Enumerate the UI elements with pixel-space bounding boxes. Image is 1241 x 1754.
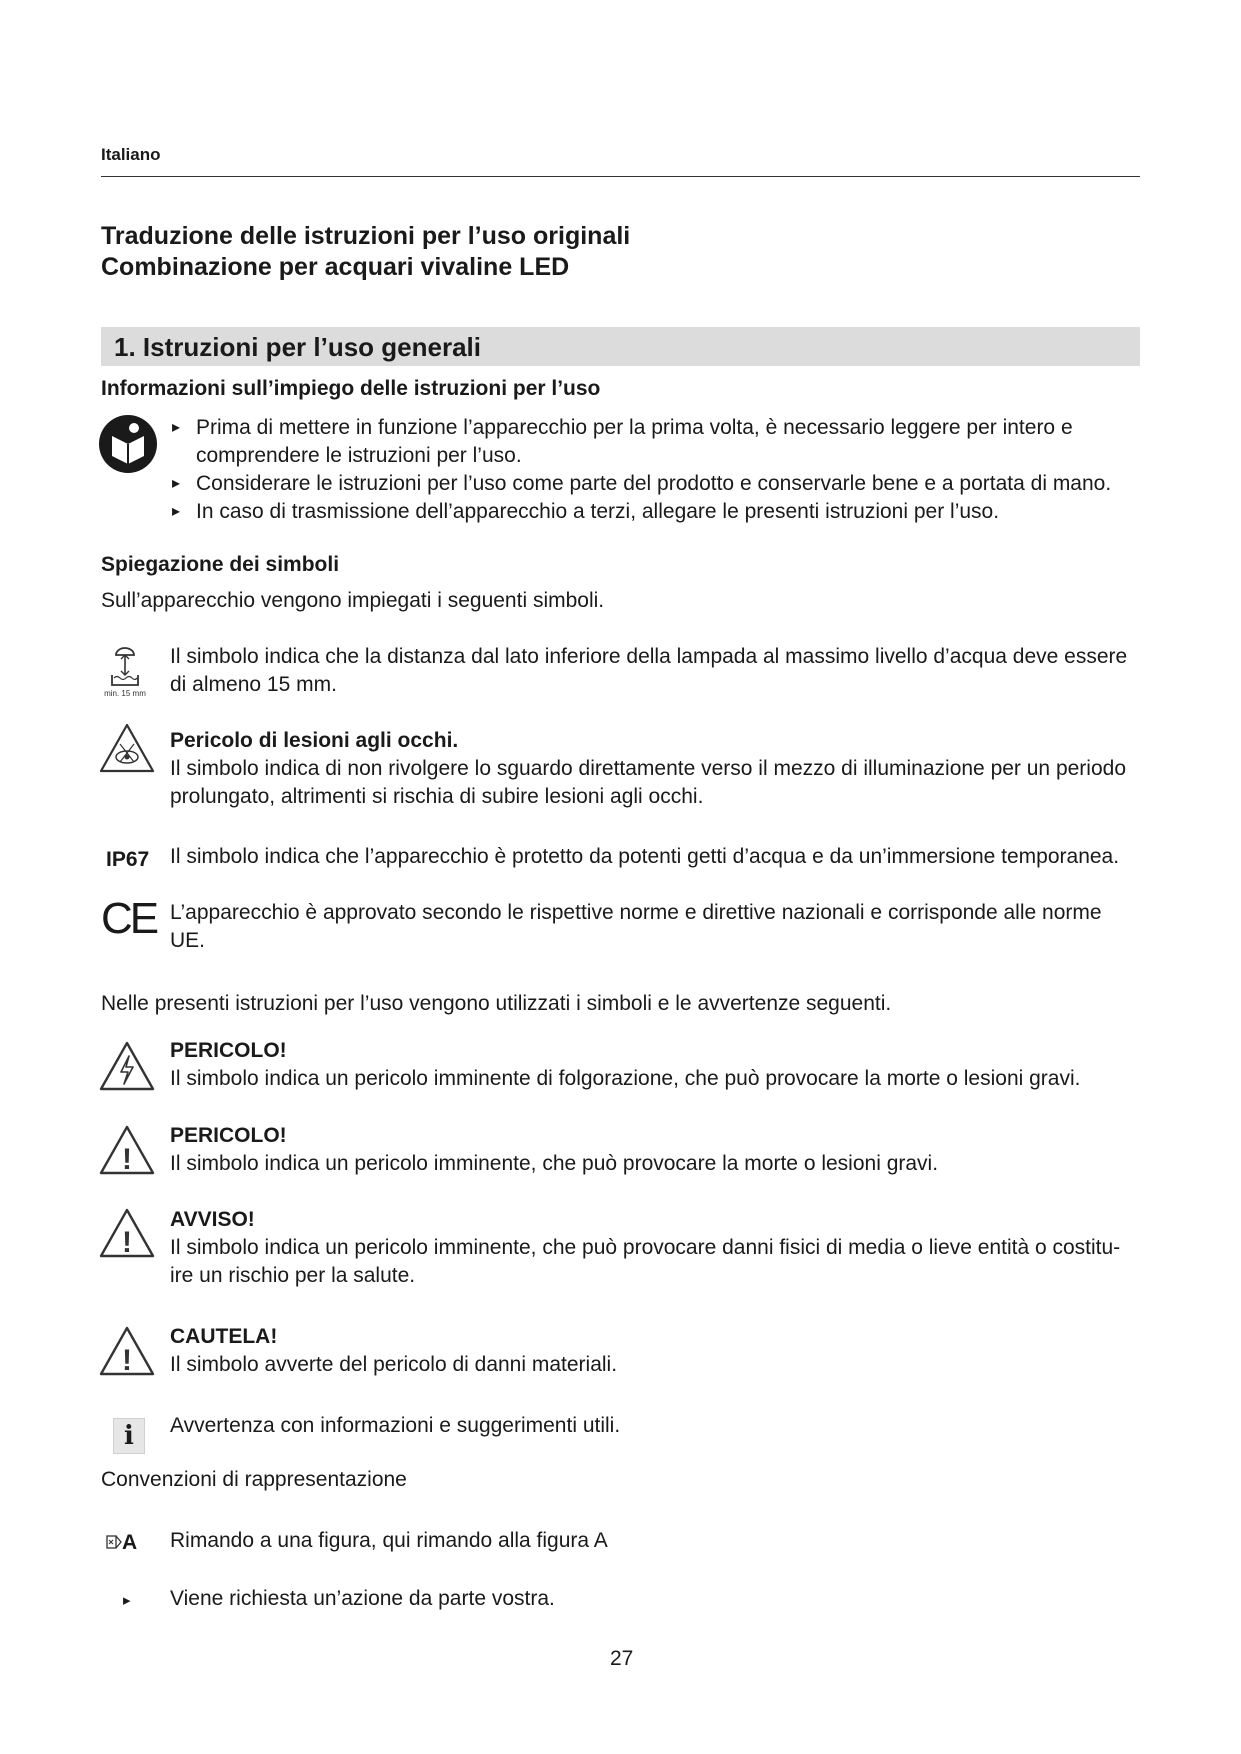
ip67-label: IP67: [106, 848, 150, 871]
warning-block: [170, 1323, 1142, 1379]
warning-title: CAUTELA!: [170, 1325, 278, 1348]
svg-text:!: !: [122, 1344, 132, 1377]
title-line-1: Traduzione delle istruzioni per l’uso originali: [101, 222, 631, 250]
conventions-heading: Convenzioni di rappresentazione: [101, 1468, 407, 1491]
page-number: 27: [610, 1647, 634, 1670]
svg-text:!: !: [122, 1143, 132, 1176]
electric-hazard-icon: [98, 1040, 156, 1092]
header-rule: [101, 176, 1140, 177]
symbols-heading: Spiegazione dei simboli: [101, 553, 340, 576]
warning-text: Il simbolo indica un pericolo imminente di folgorazione, che può provocare la morte o lesioni gravi.: [170, 1067, 1081, 1090]
figure-reference-text: Rimando a una figura, qui rimando alla figura A: [170, 1529, 608, 1552]
eye-hazard-block: [170, 727, 1142, 811]
ip67-text: Il simbolo indica che l’apparecchio è protetto da potenti getti d’acqua e da un’immersione temporanea.: [170, 845, 1120, 868]
warning-triangle-icon: [98, 1124, 156, 1176]
info-icon: i: [113, 1418, 145, 1454]
bullet-item: ▸ In caso di trasmissione dell’apparecchio a terzi, allegare le presenti istruzioni per l’uso.: [172, 498, 1142, 526]
warning-text: Il simbolo indica un pericolo imminente, che può provocare la morte o lesioni gravi.: [170, 1152, 939, 1175]
warning-block: [170, 1206, 1142, 1290]
figure-reference-label: A: [122, 1531, 138, 1554]
warning-title: PERICOLO!: [170, 1124, 287, 1147]
water-level-icon: [100, 645, 150, 697]
bullet-item: ▸ Prima di mettere in funzione l’apparecchio per la prima volta, è necessario leggere per intero e comprendere le istruzioni per l’uso.: [172, 414, 1142, 470]
title-line-2: Combinazione per acquari vivaline LED: [101, 253, 570, 281]
ce-text: L’apparecchio è approvato secondo le rispettive norme e direttive nazionali e corrisponde alle norme UE.: [170, 901, 1102, 952]
info-note-text: Avvertenza con informazioni e suggerimenti utili.: [170, 1414, 621, 1437]
section-1-heading: 1. Istruzioni per l’uso generali: [114, 332, 481, 362]
eye-hazard-title: Pericolo di lesioni agli occhi.: [170, 729, 459, 752]
section-1-banner: [101, 327, 1140, 366]
warning-title: PERICOLO!: [170, 1039, 287, 1062]
warning-block: [170, 1122, 1142, 1178]
action-text: Viene richiesta un’azione da parte vostra.: [170, 1587, 555, 1610]
ce-mark-icon: CE: [101, 894, 157, 943]
warning-triangle-icon: [98, 1207, 156, 1259]
warnings-intro: Nelle presenti istruzioni per l’uso vengono utilizzati i simboli e le avvertenze seguenti.: [101, 992, 892, 1015]
svg-text:!: !: [122, 1226, 132, 1259]
document-title: [101, 221, 630, 283]
eye-hazard-text: Il simbolo indica di non rivolgere lo sguardo direttamente verso il mezzo di illuminazione per un periodo prolungato, altrimenti si rischia di subire lesioni agli occhi.: [170, 757, 1127, 808]
usage-bullet-list: [172, 414, 1142, 526]
warning-text: Il simbolo avverte del pericolo di danni materiali.: [170, 1353, 618, 1376]
language-label: Italiano: [101, 145, 161, 164]
warning-title: AVVISO!: [170, 1208, 255, 1231]
read-manual-icon: [98, 414, 158, 474]
bullet-item: ▸ Considerare le istruzioni per l’uso come parte del prodotto e conservarle bene e a portata di mano.: [172, 470, 1142, 498]
warning-text: Il simbolo indica un pericolo imminente, che può provocare danni fisici di media o lieve entità o costitu-ire un rischio per la salute.: [170, 1236, 1121, 1287]
figure-reference-icon: [106, 1534, 122, 1550]
section-1-subheading: Informazioni sull’impiego delle istruzioni per l’uso: [101, 377, 601, 400]
eye-hazard-icon: [98, 722, 156, 774]
symbols-intro: Sull’apparecchio vengono impiegati i seguenti simboli.: [101, 589, 605, 612]
figure-reference-symbol: [106, 1531, 137, 1555]
caution-triangle-icon: [98, 1325, 156, 1377]
warning-block: [170, 1037, 1142, 1093]
water-level-text: Il simbolo indica che la distanza dal lato inferiore della lampada al massimo livello d’acqua deve essere di almeno 15 mm.: [170, 645, 1128, 696]
action-arrow-icon: ▸: [123, 1592, 131, 1609]
water-level-caption: min. 15 mm: [104, 689, 146, 697]
